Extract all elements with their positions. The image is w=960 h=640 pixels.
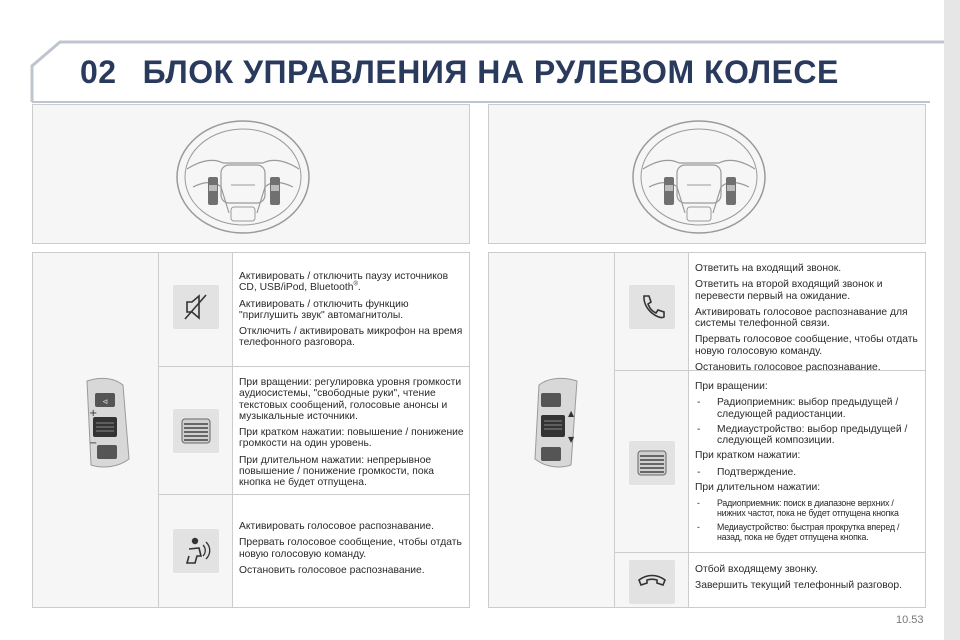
list-item: - Подтверждение. [697, 466, 797, 478]
list-item: - Радиоприемник: поиск в диапазоне верхних / нижних частот, пока не будет отпущена кнопка [697, 498, 899, 519]
phone-answer-icon [629, 285, 675, 329]
chapter-title: БЛОК УПРАВЛЕНИЯ НА РУЛЕВОМ КОЛЕСЕ [142, 54, 839, 90]
text-paragraph: При кратком нажатии: [695, 450, 801, 462]
svg-text:−: − [89, 438, 98, 449]
right-row-answer-text [695, 263, 923, 378]
steering-wheel-right-image [489, 105, 927, 245]
text-paragraph: Ответить на входящий звонок. [695, 263, 842, 274]
steering-wheel-illustration-left [32, 104, 470, 244]
svg-text:▲: ▲ [568, 409, 575, 418]
text-paragraph: При длительном нажатии: [695, 482, 821, 494]
text-paragraph: При кратком нажатии: повышение / понижение громкости на один уровень. [239, 427, 464, 450]
right-button-cluster-icon [489, 253, 615, 609]
chapter-number: 02 [80, 54, 117, 90]
page-title [80, 54, 839, 91]
steering-wheel-left-image [33, 105, 471, 245]
scroll-wheel-icon [629, 441, 675, 485]
left-row-volume-text [239, 377, 467, 494]
list-item: - Радиоприемник: выбор предыдущей / следующей радиостанции. [697, 397, 899, 420]
text-paragraph: Остановить голосовое распознавание. [695, 362, 881, 374]
row-divider [615, 552, 925, 553]
text-paragraph: Активировать / отключить паузу источников CD, USB/iPod, Bluetooth®. [239, 271, 449, 294]
svg-text:◃: ◃ [102, 397, 108, 407]
chapter-header [0, 40, 960, 104]
left-button-cluster-icon [33, 253, 159, 609]
text-paragraph: При вращении: [695, 381, 768, 392]
phone-hangup-icon [629, 560, 675, 604]
scroll-wheel-icon [173, 409, 219, 453]
text-paragraph: Отключить / активировать микрофон на время телефонного разговора. [239, 326, 463, 349]
row-divider [159, 366, 469, 367]
list-item: - Медиаустройство: выбор предыдущей / следующей композиции. [697, 423, 908, 447]
mute-speaker-icon [173, 285, 219, 329]
text-paragraph: Остановить голосовое распознавание. [239, 564, 425, 576]
row-divider [159, 494, 469, 495]
svg-text:▼: ▼ [568, 435, 575, 444]
left-row-voice-text [239, 521, 467, 581]
left-controls-table [32, 252, 470, 608]
text-paragraph: Прервать голосовое сообщение, чтобы отдать новую голосовую команду. [239, 537, 462, 560]
text-paragraph: Отбой входящему звонку. [695, 564, 818, 575]
left-control-cluster-image [33, 253, 159, 607]
svg-text:+: + [89, 408, 98, 419]
right-control-cluster-image [489, 253, 615, 607]
steering-wheel-illustration-right [488, 104, 926, 244]
text-paragraph: Прервать голосовое сообщение, чтобы отдать новую голосовую команду. [695, 334, 918, 357]
text-paragraph: При длительном нажатии: непрерывное повышение / понижение громкости, пока кнопка не будет отпущена. [239, 454, 435, 489]
text-paragraph: Завершить текущий телефонный разговор. [695, 580, 902, 592]
text-paragraph: При вращении: регулировка уровня громкости аудиосистемы, "свободные руки", чтение текстовых сообщений, голосовые анонсы и музыкальные источники. [239, 377, 462, 422]
text-paragraph: Активировать / отключить функцию "приглушить звук" автомагнитолы. [239, 298, 409, 321]
right-controls-table [488, 252, 926, 608]
text-paragraph: Активировать голосовое распознавание для системы телефонной связи. [695, 306, 908, 330]
left-row-mute-text [239, 271, 467, 354]
page-number: 10.53 [896, 614, 924, 626]
text-paragraph: Активировать голосовое распознавание. [239, 521, 434, 532]
left-icon-column [159, 253, 233, 607]
right-row-hangup-text [695, 564, 923, 597]
list-item: - Медиаустройство: быстрая прокрутка вперед / назад, пока не будет отпущена кнопка. [697, 522, 900, 543]
right-row-scroll-text [695, 381, 923, 546]
voice-command-icon [173, 529, 219, 573]
text-paragraph: Ответить на второй входящий звонок и перевести первый на ожидание. [695, 279, 883, 302]
right-icon-column [615, 253, 689, 607]
